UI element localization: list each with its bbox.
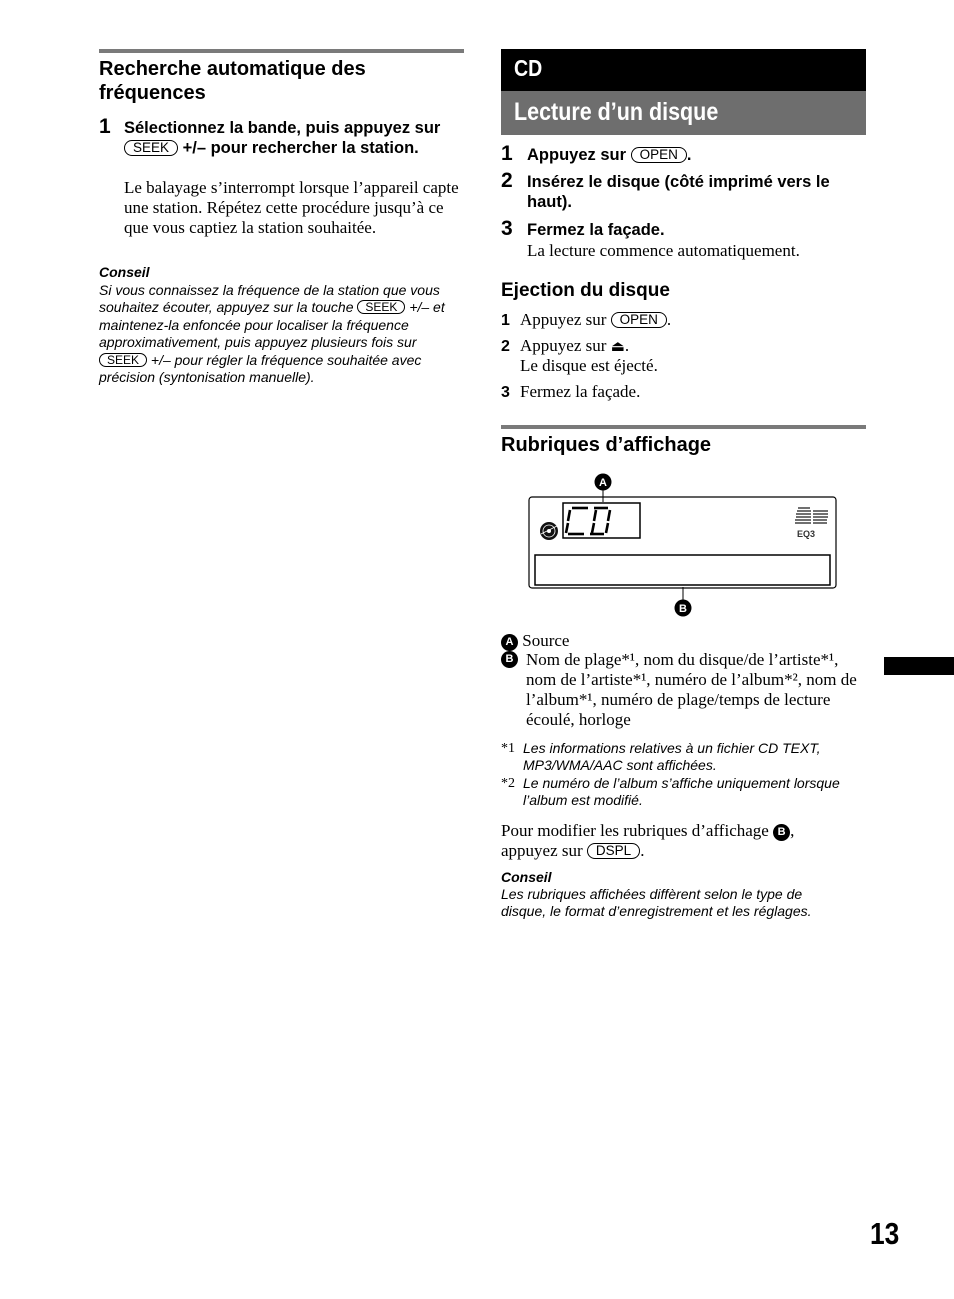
section-title: Lecture d’un disque: [514, 98, 719, 126]
section-rule-right: [501, 425, 866, 429]
step-title: Insérez le disque (côté imprimé vers le haut).: [527, 173, 830, 211]
step-title-text: .: [686, 146, 692, 164]
open-key: OPEN: [611, 312, 667, 328]
heading-rubriques: Rubriques d’affichage: [501, 434, 712, 456]
step-number: 2: [501, 169, 513, 192]
item-number: 1: [501, 312, 510, 329]
step-number: 1: [99, 115, 111, 138]
tip-text-part: +/– et maintenez-la enfoncée pour localiser la fréquence approximativement, puis appuyez plusieurs fois sur: [99, 299, 445, 351]
section-edge-tab: [884, 657, 954, 675]
section-banner: [501, 49, 866, 135]
item-text: .: [666, 310, 672, 329]
item-number: 3: [501, 384, 510, 401]
step-number: 3: [501, 217, 513, 240]
display-diagram-svg: [500, 470, 850, 620]
heading-ejection: Ejection du disque: [501, 280, 670, 301]
step-body: Le balayage s’interrompt lorsque l’appareil capte une station. Répétez cette procédure jusqu’à ce que vous captiez la station souhaitée.: [124, 178, 459, 237]
tip-title: Conseil: [99, 264, 150, 280]
tip-text-part: Si vous connaissez la fréquence de la station que vous souhaitez écouter, appuyez sur la touche: [99, 282, 440, 316]
heading-recherche: Recherche automatique des fréquences: [99, 58, 366, 104]
tip-title: Conseil: [501, 869, 552, 885]
callout-b-badge: B: [773, 824, 790, 841]
dspl-key: DSPL: [587, 843, 640, 859]
open-key: OPEN: [631, 147, 687, 163]
callout-a-badge: A: [501, 634, 518, 651]
step-title: [124, 118, 464, 158]
step-body: La lecture commence automatiquement.: [527, 241, 800, 260]
tip-text-part: +/– pour régler la fréquence souhaitée avec précision (syntonisation manuelle).: [99, 351, 422, 386]
step-title-text: Sélectionnez la bande, puis appuyez sur: [124, 119, 441, 137]
step-title-text: +/– pour rechercher la station.: [182, 139, 419, 157]
tip-text: [99, 282, 465, 386]
item-text: Appuyez sur: [520, 310, 607, 329]
footnote: [501, 775, 866, 809]
display-diagram: [500, 470, 850, 620]
eject-item: [501, 336, 866, 357]
item-text: .: [624, 336, 630, 355]
step-title: [527, 145, 867, 165]
footnote-text: Le numéro de l’album s’affiche uniquement lorsque l’album est modifié.: [523, 775, 840, 808]
step-title-text: Appuyez sur: [527, 146, 627, 164]
step-number: 1: [501, 142, 513, 165]
item-number: 2: [501, 338, 510, 355]
eject-icon: ⏏: [610, 337, 625, 355]
section-label: CD: [514, 55, 543, 81]
footnote: [501, 740, 866, 774]
callout-b-letter: B: [679, 603, 687, 615]
modify-text: , appuyez sur: [501, 821, 795, 860]
footnote-mark: *2: [501, 776, 515, 791]
seek-key: SEEK: [124, 140, 178, 156]
legend-text: Nom de plage*¹, nom du disque/de l’artiste*¹, nom de l’artiste*¹, numéro de l’album*², nom de l’album*¹, numéro de plage/temps de lecture écoulé, horloge: [526, 650, 857, 729]
text-display-area: [535, 555, 830, 585]
eject-item: [501, 382, 866, 403]
section-rule-left: [99, 49, 464, 53]
page-number: 13: [870, 1216, 900, 1251]
callout-b-badge: B: [501, 651, 518, 668]
seek-key: SEEK: [99, 353, 147, 367]
eject-item: [501, 310, 866, 331]
item-text: Appuyez sur: [520, 336, 607, 355]
legend-b: [501, 650, 866, 730]
legend-text: Source: [522, 631, 570, 650]
callout-a-letter: A: [599, 477, 607, 489]
modify-instruction: [501, 821, 831, 861]
disc-icon: [540, 522, 558, 540]
footnote-mark: *1: [501, 741, 515, 756]
footnote-text: Les informations relatives à un fichier CD TEXT, MP3/WMA/AAC sont affichées.: [523, 740, 821, 773]
eq3-label: EQ3: [797, 529, 816, 539]
legend-a: [501, 631, 866, 651]
section-title-bar: [501, 91, 866, 135]
item-text: Fermez la façade.: [520, 382, 641, 401]
step-title: Fermez la façade.: [527, 221, 665, 239]
eject-item-body: Le disque est éjecté.: [520, 356, 658, 375]
modify-text: .: [640, 841, 645, 860]
tip-text: Les rubriques affichées diffèrent selon le type de disque, le format d’enregistrement et les réglages.: [501, 886, 812, 920]
section-label-bar: [501, 49, 866, 91]
seek-key: SEEK: [357, 300, 405, 314]
modify-text: Pour modifier les rubriques d’affichage: [501, 821, 769, 840]
